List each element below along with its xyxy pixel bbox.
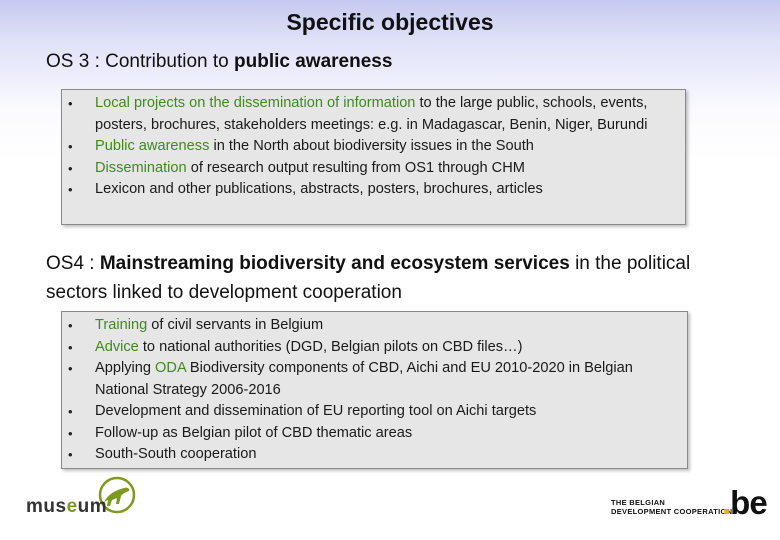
list-item-text: Follow-up as Belgian pilot of CBD thematic areas (95, 424, 413, 441)
list-item-highlight: ODA (155, 360, 186, 376)
list-item-text: Biodiversity components of CBD, Aichi and EU 2010-2020 in Belgian National Strategy 2006-2016 (95, 360, 633, 398)
slide-title: Specific objectives (286, 9, 494, 35)
list-item-highlight: Dissemination (95, 159, 187, 176)
list-item-highlight: Public awareness (95, 138, 210, 154)
list-item-text: in the North about biodiversity issues in the South (209, 138, 534, 154)
be-dot: . (722, 484, 731, 521)
museum-wordmark (26, 496, 107, 518)
os3-list (62, 93, 685, 201)
list-item-highlight: Local projects on the dissemination of information (95, 95, 416, 111)
os4-heading-bold: Mainstreaming biodiversity and ecosystem services (99, 253, 570, 274)
be-logo (722, 484, 767, 522)
os4-list (62, 315, 687, 466)
museum-wordmark-e: e (66, 496, 78, 517)
belgian-cooperation-logo (611, 498, 732, 516)
list-item (62, 358, 687, 401)
list-item-text: of civil servants in Belgium (147, 317, 324, 333)
list-item-highlight: Training (95, 317, 148, 333)
museum-wordmark-b: um (77, 496, 108, 517)
os3-heading-bold: public awareness (234, 51, 393, 72)
list-item (62, 93, 685, 136)
museum-wordmark-a: mus (26, 496, 67, 517)
os3-heading-prefix: OS 3 : Contribution to (46, 51, 234, 72)
bdc-line1: THE BELGIAN (611, 498, 666, 507)
list-item (62, 337, 687, 359)
list-item (62, 158, 685, 180)
bdc-line2: DEVELOPMENT COOPERATION (611, 507, 733, 516)
be-text: be (730, 484, 767, 521)
os4-box (61, 311, 688, 469)
list-item (62, 423, 687, 445)
list-item (62, 444, 687, 466)
os4-heading-suffix: in the political sectors linked to development cooperation (46, 253, 691, 303)
list-item (62, 136, 685, 158)
list-item-highlight: Advice (95, 338, 139, 355)
list-item-text: of research output resulting from OS1 through CHM (186, 159, 525, 176)
os3-box (61, 89, 686, 225)
list-item-text: to the large public, schools, events, posters, brochures, stakeholders meetings: e.g. in Madagascar, Benin, Niger, Burundi (95, 95, 648, 133)
list-item (62, 179, 685, 201)
list-item-text: Lexicon and other publications, abstracts, posters, brochures, articles (95, 181, 543, 197)
os3-heading (46, 47, 392, 76)
dinosaur-icon (104, 488, 129, 506)
list-item-text: Development and dissemination of EU reporting tool on Aichi targets (95, 403, 537, 419)
list-item-text: South-South cooperation (95, 446, 257, 462)
os4-heading (46, 249, 736, 307)
list-item (62, 315, 687, 337)
list-item-prefix: Applying (95, 360, 156, 376)
os4-heading-prefix: OS4 : (46, 253, 100, 274)
list-item-text: to national authorities (DGD, Belgian pilots on CBD files…) (138, 338, 523, 355)
list-item (62, 401, 687, 423)
